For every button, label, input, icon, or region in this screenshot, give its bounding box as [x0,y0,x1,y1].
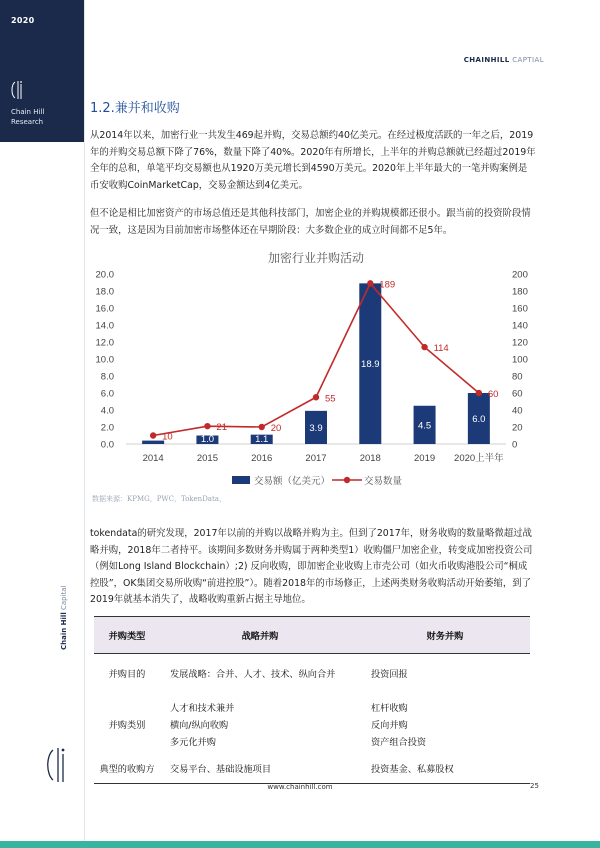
table-cell-line: 人才和技术兼并 [170,703,235,714]
y-right-tick-label: 160 [512,303,528,315]
paragraph-3: tokendata的研究发现，2017年以前的并购以战略并购为主。但到了2017年，财务收购的数量略微超过战略并购，2018年二者持平。该期间多数财务并购属于两种类型1）收购僵尸加密企业，转变成加密投资公司（例如Long Island Blockchain）;2) 反向收购，即加密企业收购上市壳公司（如火币收购港股公司“桐成控股”，OK集团交易所收购“前进控股”）。随着2018年的市场修正，上述两类财务收购活动开始萎缩，到了2019年就基本消失了，战略收购重新占据主导地位。 [90,528,533,606]
chart-title: 加密行业并购活动 [267,251,365,265]
table-header-financial: 财务并购 [361,617,530,654]
y-right-tick-label: 100 [512,354,528,366]
side-brand-light: Capital [60,585,68,611]
table-cell-line: 资产组合投资 [371,737,427,748]
legend-swatch-marker [344,477,350,483]
y-left-tick-label: 8.0 [100,371,114,383]
y-left-tick-label: 2.0 [100,422,114,434]
table-cell-type: 并购目的 [108,669,146,681]
bar-value-label: 4.5 [417,420,432,432]
report-year: 2020 [11,16,35,25]
table-cell-line: 横向/纵向收购 [170,720,229,731]
chainhill-bottom-logo-icon [44,744,72,784]
line-value-label: 55 [325,393,336,405]
y-left-tick-label: 20.0 [95,269,114,281]
y-left-tick-label: 6.0 [100,388,114,400]
table-cell-line: 反向并购 [371,720,408,731]
bar [142,441,164,444]
x-tick-label: 2015 [196,453,218,464]
section-title: 1.2.兼并和收购 [90,101,180,116]
paragraph-1: 从2014年以来，加密行业一共发生469起并购，交易总额约40亿美元。在经过极度活跃的一年之后，2019年的并购交易总额下降了76%，数量下降了40%。2020年有所增长，上半年的并购总额就已经超过2019年全年的总和，单笔平均交易额也从1920万美元增长到4590万美元。2020年上半年最大的一笔并购案例是币安收购CoinMarketCap，交易金额达到4亿美元。 [90,130,536,191]
chainhill-logo-icon [9,80,27,100]
line-value-label: 189 [379,279,396,291]
y-right-tick-label: 20 [512,422,523,434]
line-value-label: 21 [216,422,228,434]
line-value-label: 10 [162,431,173,443]
y-left-tick-label: 14.0 [95,320,114,332]
table-cell-financial [361,696,530,756]
brand-name-line1: Chain Hill [11,108,45,116]
brand-name [11,107,44,127]
line-point [204,423,210,429]
bar-value-label: 18.9 [361,359,380,371]
x-tick-label: 2016 [251,453,273,464]
legend-label-bar: 交易额（亿美元） [254,476,331,487]
x-tick-label: 2018 [359,453,381,464]
ma-type-table [94,616,530,784]
sidebar-divider [84,0,85,848]
table-header-row [94,617,530,654]
paragraph-2: 但不论是相比加密资产的市场总值还是其他科技部门，加密企业的并购规模都还很小。跟当前的投资阶段情况一致，这是因为目前加密市场整体还在早期阶段：大多数企业的成立时间都不足5年。 [90,208,531,236]
line-point [313,394,319,400]
y-left-tick-label: 4.0 [100,405,114,417]
table-cell-strategic [160,696,361,756]
line-point [150,432,156,438]
table-row [94,696,530,756]
y-right-tick-label: 80 [512,371,523,383]
page-number: 25 [530,782,539,790]
x-tick-label: 2014 [142,453,164,464]
y-right-tick-label: 0 [512,439,518,451]
table-cell-type: 并购类别 [108,720,146,731]
brand-name-line2: Research [11,118,44,126]
table-cell-line: 多元化并购 [170,737,216,748]
y-left-tick-label: 0.0 [100,439,114,451]
y-left-tick-label: 10.0 [95,354,114,366]
line-value-label: 114 [433,343,449,355]
line-point [259,424,265,430]
bar-value-label: 1.0 [200,434,215,445]
line-point [421,344,427,350]
x-tick-label: 2020上半年 [454,453,504,464]
chart-svg [92,244,542,494]
table-cell-strategic [160,756,361,784]
line-value-label: 60 [487,389,499,400]
y-right-tick-label: 60 [512,388,523,400]
y-left-tick-label: 12.0 [95,337,114,349]
y-left-tick-label: 18.0 [95,286,114,298]
table-cell-type: 典型的收购方 [94,756,160,784]
legend-label-line: 交易数量 [364,476,403,487]
table-row [94,654,530,696]
table-row [94,756,530,784]
header-brand-light: CAPTIAL [512,56,544,64]
table-cell-financial [361,756,530,784]
table-cell-line: 交易平台、基础设施项目 [170,763,272,775]
table-cell-financial [361,654,530,696]
table-cell-line: 投资回报 [371,669,408,681]
footer-accent-bar [0,841,600,848]
y-right-tick-label: 200 [512,269,528,281]
y-right-tick-label: 120 [512,337,528,349]
y-left-tick-label: 16.0 [95,303,114,315]
bar-value-label: 6.0 [472,414,486,425]
side-brand-bold: Chain Hill [60,612,68,650]
bar-value-label: 3.9 [309,422,323,434]
header-brand [464,56,544,64]
line-point [476,390,482,396]
footer-url: www.chainhill.com [267,783,333,791]
line-point [367,280,373,286]
x-tick-label: 2019 [414,453,436,464]
chart-source-note: 数据来源：KPMG，PWC，TokenData， [92,495,226,503]
legend-swatch-bar [232,476,250,484]
table-header-strategic: 战略并购 [160,617,361,654]
line-value-label: 20 [270,423,282,434]
table-cell-strategic [160,654,361,696]
side-brand-vertical [60,585,68,650]
x-tick-label: 2017 [305,453,327,464]
ma-activity-chart [92,244,542,494]
y-right-tick-label: 40 [512,405,523,417]
y-right-tick-label: 140 [512,320,528,332]
table-cell-line: 投资基金、私募股权 [371,763,454,775]
sidebar-header [0,0,84,142]
bar-value-label: 1.1 [255,434,269,445]
table-cell-line: 发展战略：合并、人才、技术、纵向合并 [170,669,336,681]
table-cell-line: 杠杆收购 [371,703,408,714]
table-header-type: 并购类型 [94,617,160,654]
header-brand-bold: CHAINHILL [463,56,510,64]
y-right-tick-label: 180 [512,286,528,298]
